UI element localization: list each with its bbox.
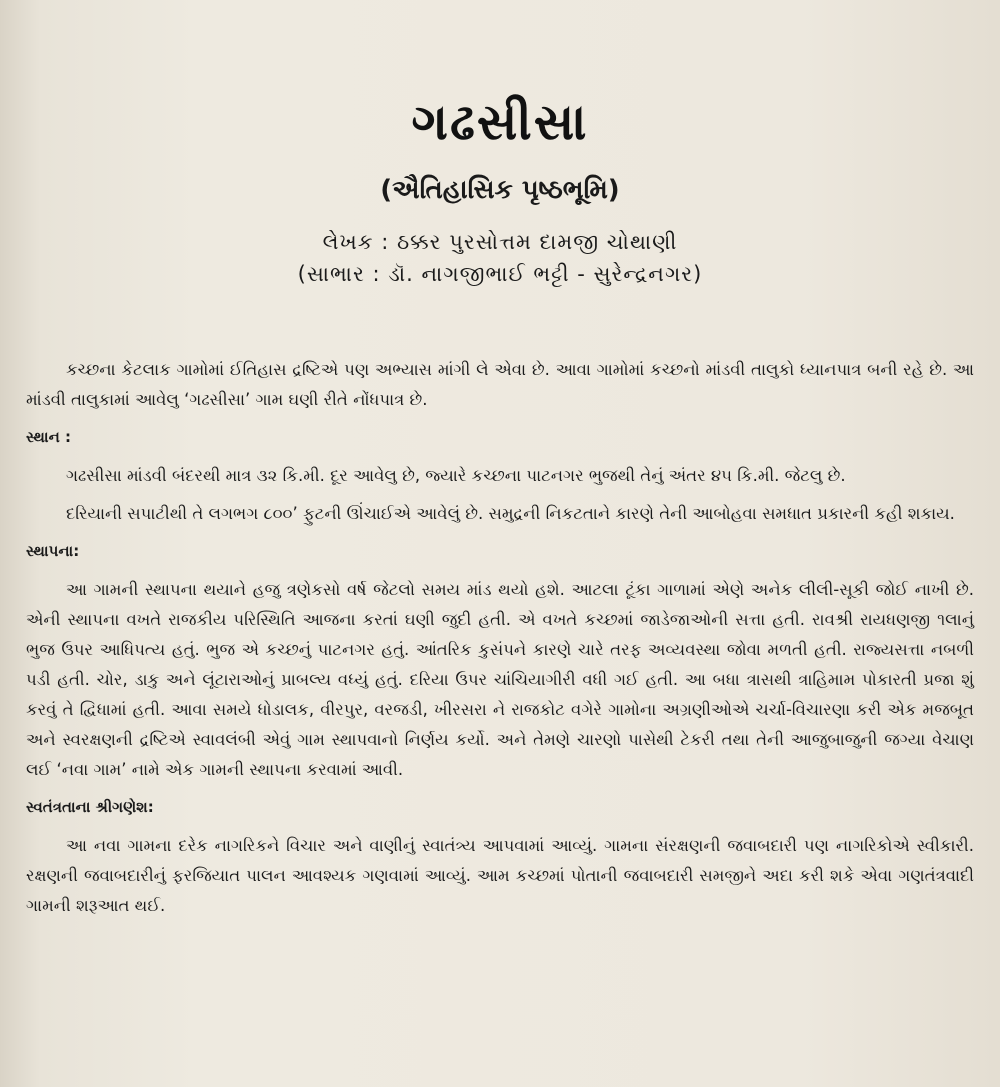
freedom-paragraph: આ નવા ગામના દરેક નાગરિકને વિચાર અને વાણીનું સ્વાતંત્ર્ય આપવામાં આવ્યું. ગામના સંરક્ષણની જવાબદારી પણ નાગરિકોએ સ્વીકારી. રક્ષણની જવાબદારીનું ફરજિયાત પાલન આવશ્યક ગણવામાં આવ્યું. આમ કચ્છમાં પોતાની જવાબદારી સમજીને અદા કરી શકે એવા ગણતંત્રવાદી ગામની શરૂઆત થઈ. [26, 836, 974, 915]
section-heading-establishment: સ્થાપના: [26, 542, 80, 560]
article-body [26, 355, 974, 929]
section-heading-location: સ્થાન : [26, 428, 72, 446]
article-title: ગઢસીસા [411, 93, 589, 151]
location-paragraph-1: ગઢસીસા માંડવી બંદરથી માત્ર ૩૨ કિ.મી. દૂર આવેલુ છે, જ્યારે કચ્છના પાટનગર ભુજથી તેનું અંતર ૪૫ કિ.મી. જેટલુ છે. [66, 466, 846, 485]
article-subtitle: (ઐતિહાસિક પૃષ્ઠભૂમિ) [380, 175, 620, 205]
location-paragraph-2: દરિયાની સપાટીથી તે લગભગ ૮૦૦’ ફુટની ઊંચાઈએ આવેલું છે. સમુદ્રની નિકટતાને કારણે તેની આબોહવા સમધાત પ્રકારની કહી શકાય. [66, 504, 955, 523]
intro-paragraph: કચ્છના કેટલાક ગામોમાં ઈતિહાસ દ્રષ્ટિએ પણ અભ્યાસ માંગી લે એવા છે. આવા ગામોમાં કચ્છનો માંડવી તાલુકો ધ્યાનપાત્ર બની રહે છે. આ માંડવી તાલુકામાં આવેલુ ‘ગઢસીસા’ ગામ ઘણી રીતે નોંધપાત્ર છે. [26, 360, 974, 409]
establishment-paragraph: આ ગામની સ્થાપના થયાને હજુ ત્રણેકસો વર્ષ જેટલો સમય માંડ થયો હશે. આટલા ટૂંકા ગાળામાં એણે અનેક લીલી-સૂકી જોઈ નાખી છે. એની સ્થાપના વખતે રાજકીય પરિસ્થિતિ આજના કરતાં ઘણી જુદી હતી. એ વખતે કચ્છમાં જાડેજાઓની સત્તા હતી. રાવશ્રી રાયધણજી ૧લાનું ભુજ ઉપર આધિપત્ય હતું. ભુજ એ કચ્છનું પાટનગર હતું. આંતરિક કુસંપને કારણે ચારે તરફ અવ્યવસ્થા જોવા મળતી હતી. રાજ્યસત્તા નબળી પડી હતી. ચોર, ડાકુ અને લૂંટારાઓનું પ્રાબલ્ય વધ્યું હતું. દરિયા ઉપર ચાંચિયાગીરી વધી ગઈ હતી. આ બધા ત્રાસથી ત્રાહિમામ પોકારતી પ્રજા શું કરવું તે દ્વિધામાં હતી. આવા સમયે ધોડાલક, વીરપુર, વરજડી, ખીરસરા ને રાજકોટ વગેરે ગામોના અગ્રણીઓએ ચર્ચા-વિચારણા કરી એક મજબૂત અને સ્વરક્ષણની દ્રષ્ટિએ સ્વાવલંબી એવું ગામ સ્થાપવાનો નિર્ણય કર્યો. અને તેમણે ચારણો પાસેથી ટેકરી તથા તેની આજુબાજુની જગ્યા વેચાણ લઈ ‘નવા ગામ’ નામે એક ગામની સ્થાપના કરવામાં આવી. [26, 580, 974, 779]
section-heading-freedom: સ્વતંત્રતાના શ્રીગણેશ: [26, 798, 154, 816]
credit-line: (સાભાર : ડૉ. નાગજીભાઈ ભટ્ટી - સુરેન્દ્રનગર) [297, 262, 703, 286]
author-line: લેખક : ઠક્કર પુરસોત્તમ દામજી ચોથાણી [322, 230, 678, 254]
article-header [0, 92, 1000, 290]
